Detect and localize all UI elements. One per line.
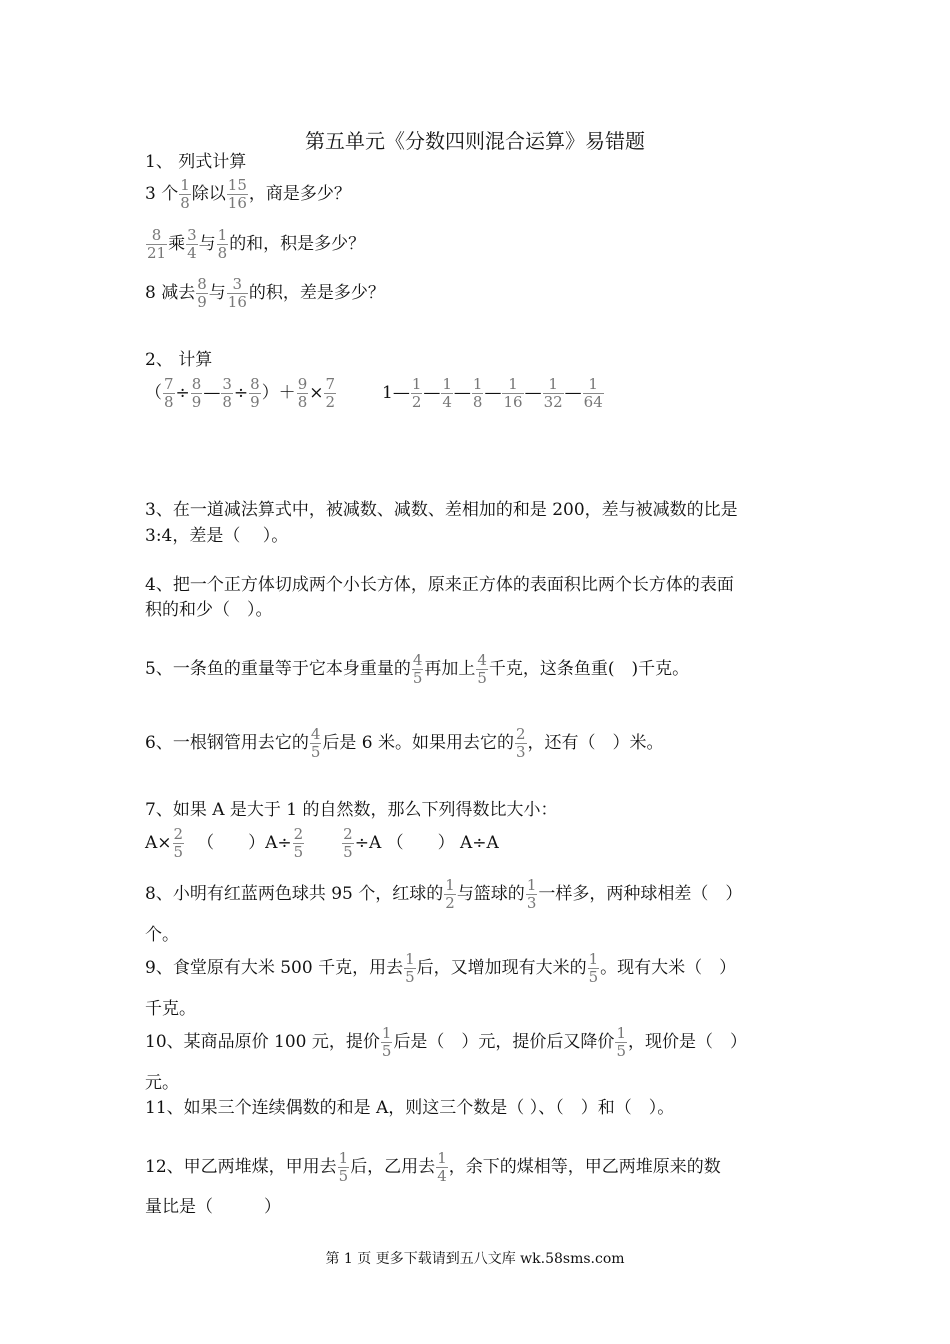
q1-item-c: 8 减去 $\frac{8}{9}$ 与 $\frac{3}{16}$ 的积，差是多少？ [145,275,385,311]
q9-line-2: 千克。 [145,999,196,1019]
q2-heading: 2、 计算 [145,350,213,370]
fraction: $\frac{1}{5}$ [381,1024,392,1060]
fraction: $\frac{1}{2}$ [445,876,455,912]
q6: 6、一根钢管用去它的 $\frac{4}{5}$ 后是 6 米。如果用去它的 $\frac{2}{3}$ ，还有（ ）米。 [145,725,664,761]
fraction: $\frac{1}{5}$ [338,1149,349,1185]
fraction: $\frac{15}{16}$ [227,176,247,212]
fraction: $\frac{1}{5}$ [405,950,415,986]
fraction: $\frac{7}{2}$ [325,375,336,411]
fraction: $\frac{2}{5}$ [293,825,304,861]
q7-line-2: A× $\frac{2}{5}$ （ ）A÷ $\frac{2}{5}$ $\frac{2}{5}$ ÷A （ ） A÷A [145,825,499,861]
fraction: $\frac{2}{5}$ [173,825,184,861]
fraction: $\frac{3}{16}$ [227,275,247,311]
fraction: $\frac{1}{2}$ [411,375,422,411]
q1-item-b: $\frac{8}{21}$ 乘 $\frac{3}{4}$ 与 $\frac{1}{8}$ 的和，积是多少？ [147,226,366,262]
q7-line-1: 7、如果 A 是大于 1 的自然数，那么下列得数比大小： [145,800,558,820]
q4-line-2: 积的和少（ ）。 [145,600,273,620]
fraction: $\frac{1}{8}$ [472,375,483,411]
fraction: $\frac{4}{5}$ [412,651,423,687]
fraction: $\frac{1}{5}$ [588,950,599,986]
q8-line-1: 8、小明有红蓝两色球共 95 个，红球的 $\frac{1}{2}$ 与篮球的 $\frac{1}{3}$ 一样多，两种球相差（ ） [145,876,743,912]
q3-line-1: 3、在一道减法算式中，被减数、减数、差相加的和是 200，差与被减数的比是 [145,500,738,520]
q2-expression-2: 1— $\frac{1}{2}$ — $\frac{1}{4}$ — $\frac{1}{8}$ — $\frac{1}{16}$ — $\frac{1}{32}$ — $\frac{1}{64}$ [382,375,603,411]
fraction: $\frac{2}{5}$ [343,825,353,861]
q1-item-a: 3 个 $\frac{1}{8}$ 除以 $\frac{15}{16}$ ，商是多少？ [145,176,351,212]
page-footer: 第 1 页 更多下载请到五八文库 wk.58sms.com [325,1251,625,1267]
q3-line-2: 3:4，差是（ ）。 [145,526,289,546]
fraction: $\frac{1}{5}$ [616,1024,626,1060]
fraction: $\frac{4}{5}$ [477,651,487,687]
q11: 11、如果三个连续偶数的和是 A，则这三个数是（ ）、（ ）和（ ）。 [145,1098,675,1118]
page-title: 第五单元《分数四则混合运算》易错题 [305,129,645,153]
fraction: $\frac{9}{8}$ [297,375,308,411]
fraction: $\frac{3}{4}$ [187,226,197,262]
fraction: $\frac{3}{8}$ [222,375,232,411]
fraction: $\frac{1}{3}$ [526,876,537,912]
q5: 5、一条鱼的重量等于它本身重量的 $\frac{4}{5}$ 再加上 $\frac{4}{5}$ 千克，这条鱼重( )千克。 [145,651,690,687]
q2-expression-1: （ $\frac{7}{8}$ ÷ $\frac{8}{9}$ — $\frac{3}{8}$ ÷ $\frac{8}{9}$ ）＋ $\frac{9}{8}$ × $\frac{7}{2}$ [145,375,336,411]
fraction: $\frac{4}{5}$ [310,725,321,761]
q10-line-2: 元。 [145,1073,179,1093]
q9-line-1: 9、食堂原有大米 500 千克，用去 $\frac{1}{5}$ 后，又增加现有大米的 $\frac{1}{5}$ 。现有大米（ ） [145,950,737,986]
fraction: $\frac{8}{21}$ [147,226,167,262]
fraction: $\frac{8}{9}$ [191,375,202,411]
fraction: $\frac{7}{8}$ [164,375,174,411]
q12-line-2: 量比是（ ） [145,1197,281,1217]
q10-line-1: 10、某商品原价 100 元，提价 $\frac{1}{5}$ 后是（ ）元，提价后又降价 $\frac{1}{5}$ ，现价是（ ） [145,1024,747,1060]
q12-line-1: 12、甲乙两堆煤，甲用去 $\frac{1}{5}$ 后，乙用去 $\frac{1}{4}$ ，余下的煤相等，甲乙两堆原来的数 [145,1149,721,1185]
fraction: $\frac{1}{8}$ [180,176,190,212]
fraction: $\frac{1}{64}$ [583,375,603,411]
q8-line-2: 个。 [145,925,179,945]
fraction: $\frac{1}{4}$ [442,375,452,411]
fraction: $\frac{1}{32}$ [543,375,563,411]
fraction: $\frac{1}{8}$ [217,226,228,262]
fraction: $\frac{1}{4}$ [437,1149,447,1185]
fraction: $\frac{1}{16}$ [503,375,523,411]
fraction: $\frac{8}{9}$ [250,375,260,411]
fraction: $\frac{8}{9}$ [197,275,207,311]
q1-heading: 1、 列式计算 [145,152,247,172]
q4-line-1: 4、把一个正方体切成两个小长方体，原来正方体的表面积比两个长方体的表面 [145,575,734,595]
fraction: $\frac{2}{3}$ [516,725,526,761]
